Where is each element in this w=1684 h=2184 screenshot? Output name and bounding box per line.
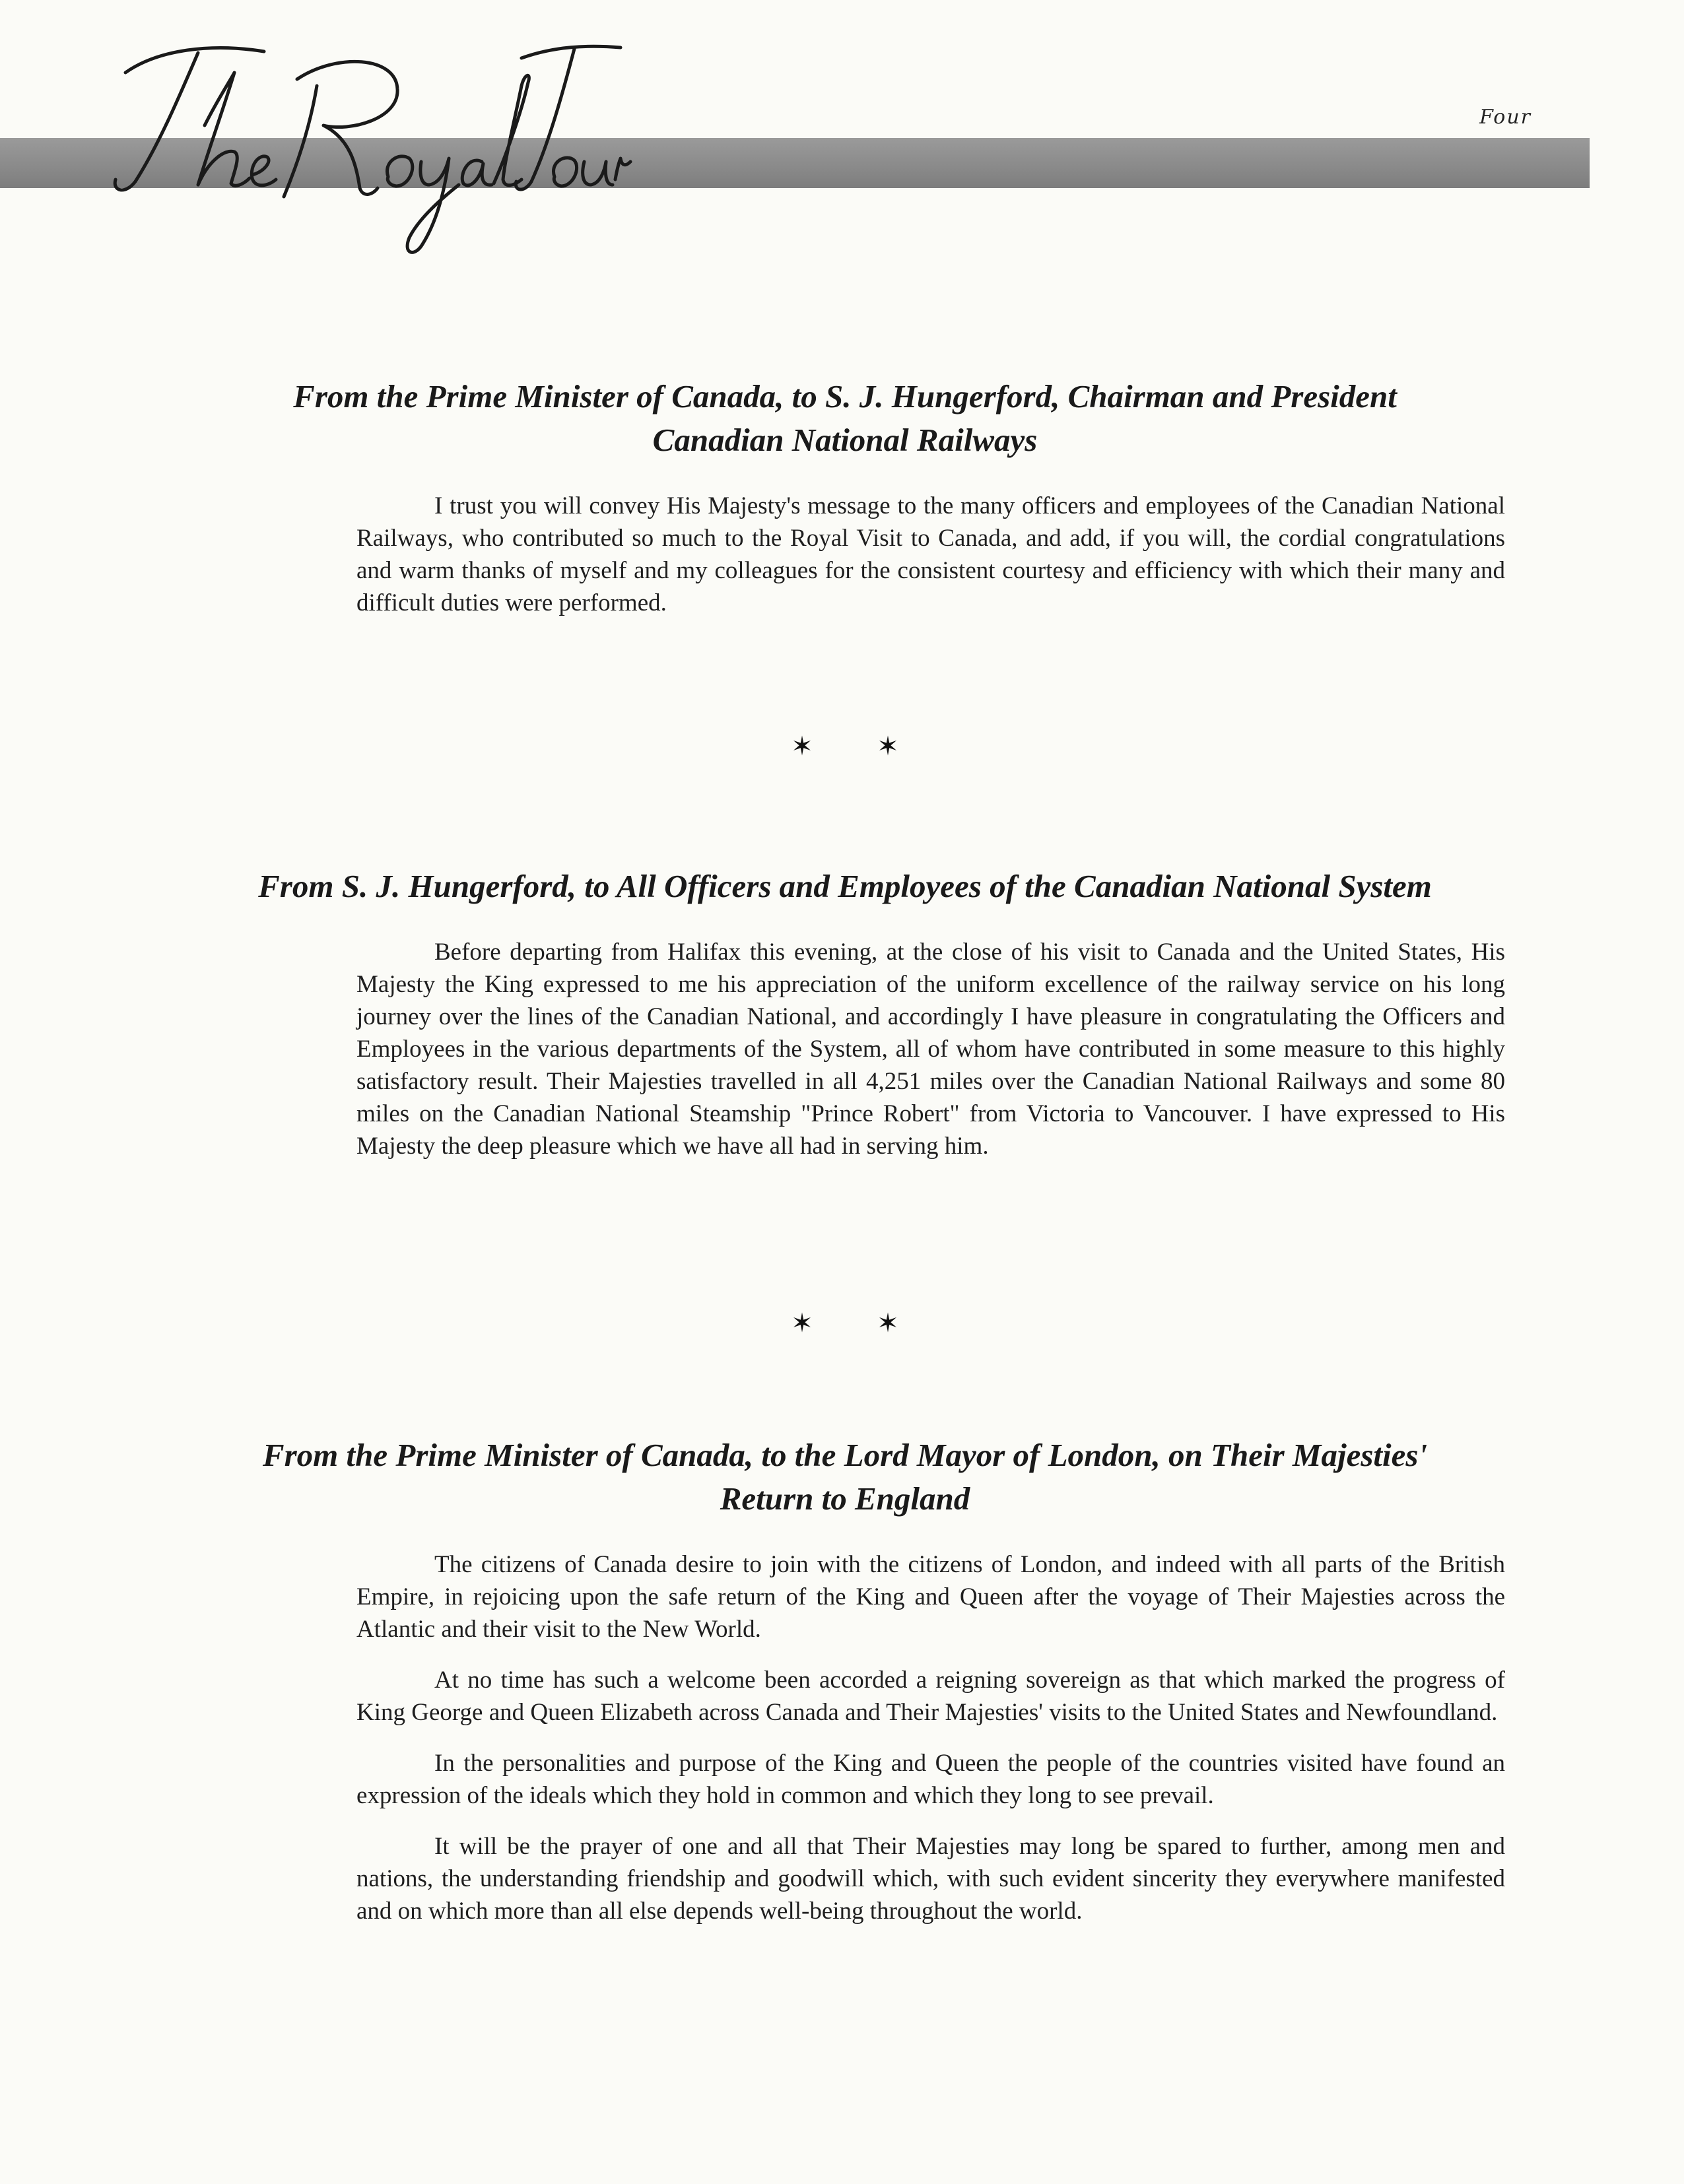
paragraph: I trust you will convey His Majesty's message to the many officers and employees of the Canadian National Railways, who contributed so much to the Royal Visit to Canada, and add, if you will, the cordial congratulations and warm thanks of myself and my colleagues for the consistent courtesy and efficiency with which their many and difficult duties were performed. [356, 492, 1505, 616]
paragraph: It will be the prayer of one and all that Their Majesties may long be spared to further, among men and nations, the understanding friendship and goodwill which, with such evident sincerity they everywhere manifested and on which more than all else depends well-being throughout the world. [356, 1833, 1505, 1925]
letter-body [356, 936, 1505, 1162]
section-heading [185, 1434, 1505, 1521]
paragraph: Before departing from Halifax this evening, at the close of his visit to Canada and the United States, His Majesty the King expressed to me his appreciation of the uniform excellence of the railway service on his long journey over the lines of the Canadian National, and accordingly I have pleasure in congratulating the Officers and Employees in the various departments of the System, all of whom have contributed in some measure to this highly satisfactory result. Their Majesties travelled in all 4,251 miles over the Canadian National Railways and some 80 miles on the Canadian National Steamship "Prince Robert" from Victoria to Vancouver. I have expressed to His Majesty the deep pleasure which we have all had in serving him. [356, 939, 1505, 1160]
star-separator [786, 1308, 904, 1339]
star-icon: ✶ [877, 731, 899, 762]
star-icon: ✶ [791, 1308, 813, 1339]
paragraph: In the personalities and purpose of the King and Queen the people of the countries visited have found an expression of the ideals which they hold in common and which they long to see prevail. [356, 1750, 1505, 1809]
heading-line: From the Prime Minister of Canada, to S. J. Hungerford, Chairman and President [293, 378, 1397, 414]
paragraph: At no time has such a welcome been accorded a reigning sovereign as that which marked the progress of King George and Queen Elizabeth across Canada and Their Majesties' visits to the United States and Newfoundland. [356, 1667, 1505, 1726]
letter-section-3 [185, 1434, 1505, 1946]
star-icon: ✶ [877, 1308, 899, 1339]
letter-body [356, 1548, 1505, 1927]
heading-line: From S. J. Hungerford, to All Officers and Employees of the Canadian National System [258, 868, 1432, 904]
page-number: Four [1479, 106, 1532, 129]
letter-body [356, 490, 1505, 619]
paragraph: The citizens of Canada desire to join with the citizens of London, and indeed with all parts of the British Empire, in rejoicing upon the safe return of the King and Queen after the voyage of Their Majesties across the Atlantic and their visit to the New World. [356, 1551, 1505, 1643]
heading-line: Canadian National Railways [652, 422, 1038, 458]
heading-line: Return to England [720, 1480, 970, 1517]
letter-section-2 [185, 865, 1505, 1181]
heading-line: From the Prime Minister of Canada, to the Lord Mayor of London, on Their Majesties' [262, 1437, 1428, 1473]
star-separator [786, 731, 904, 762]
star-icon: ✶ [791, 731, 813, 762]
section-heading [185, 865, 1505, 908]
section-heading [185, 375, 1505, 462]
letter-section-1 [185, 375, 1505, 638]
royal-tour-logo [99, 26, 627, 264]
